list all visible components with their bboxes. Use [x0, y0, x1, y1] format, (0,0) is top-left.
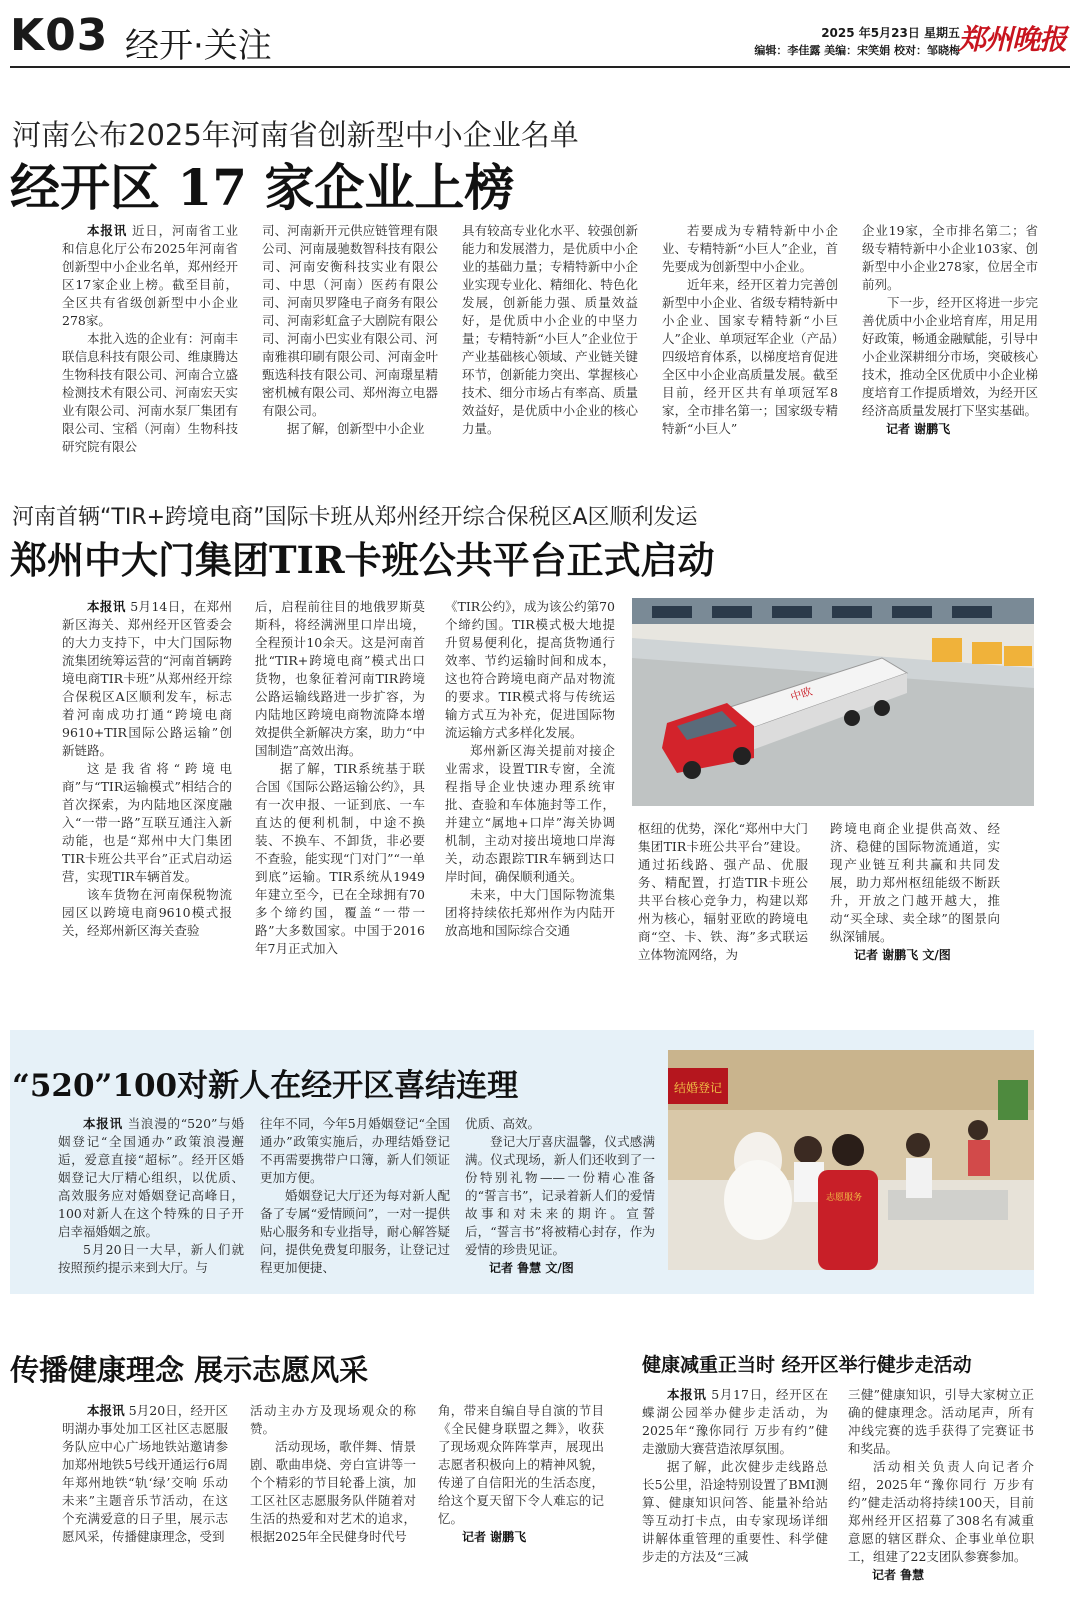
article5-col-2: 三健”健康知识，引导大家树立正确的健康理念。活动尾声，所有冲线完赛的选手获得了完赛证书和奖品。 活动相关负责人向记者介绍，2025年“豫你同行 万步有约”健走活动将持续100天，目前郑州经开区招募了308名有减重意愿的辖区群众、企事业单位职工，组建了22支团队参赛参加。 记者 鲁慧: [848, 1387, 1034, 1582]
article1-byline: 记者 谢鹏飞: [886, 422, 951, 436]
article3-headline: “520”100对新人在经开区喜结连理: [12, 1068, 519, 1104]
article1-headline: 经开区 17 家企业上榜: [10, 158, 515, 217]
dateline: 2025 年5月23日 星期五: [821, 26, 960, 40]
article5-byline: 记者 鲁慧: [872, 1568, 925, 1582]
article2-col-4: 枢纽的优势，深化“郑州中大门集团TIR卡班公共平台”建设。通过拓线路、强产品、优服务、精配置，打造TIR卡班公共平台核心竞争力，构建以郑州为核心，辐射亚欧的跨境电商“空、卡、铁、海”多式联运立体物流网络，为: [638, 821, 808, 962]
article5-col-1: 本报讯 5月17日，经开区在蝶湖公园举办健步走活动，为2025年“豫你同行 万步有约”健走激励大赛营造浓厚氛围。 据了解，此次健步走线路总长5公里，沿途特别设置了BMI测算、健康知识问答、能量补给站等互动打卡点，由专家现场详细讲解体重管理的重要性、科学健步走的方法及“三减: [642, 1387, 828, 1564]
article1-col-5: 企业19家，全市排名第二；省级专精特新中小企业103家、创新型中小企业278家，位居全市前列。 下一步，经开区将进一步完善优质中小企业培育库，用足用好政策，畅通金融赋能，引导中小企业深耕细分市场，突破核心技术，推动全区优质中小企业梯度培育工作提质增效，为经开区经济高质量发展打下坚实基础。 记者 谢鹏飞: [862, 223, 1038, 436]
wedding-photo-illustration: [668, 1050, 1034, 1270]
article3-col-3: 优质、高效。 登记大厅喜庆温馨，仪式感满满。仪式现场，新人们还收到了一份特别礼物——一份精心准备的“誓言书”，记录着新人们的爱情故事和对未来的期许。宣誓后，“誓言书”将被精心封存，作为爱情的珍贵见证。 记者 鲁慧 文/图: [465, 1116, 655, 1275]
article2-col-5: 跨境电商企业提供高效、经济、稳健的国际物流通道，实现产业链互利共赢和共同发展，助力郑州枢纽能级不断跃升，开放之门越开越大，推动“买全球、卖全球”的图景向纵深铺展。 记者 谢鹏飞 文/图: [830, 821, 1000, 962]
article1-kicker: 河南公布2025年河南省创新型中小企业名单: [12, 118, 579, 152]
article3-col-1: 本报讯 当浪漫的“520”与婚姻登记“全国通办”政策浪漫邂逅，爱意直接“超标”。经开区婚姻登记大厅精心组织，以优质、高效服务应对婚姻登记高峰日，100对新人在这个特殊的日子开启幸福婚姻之旅。 5月20日一大早，新人们就按照预约提示来到大厅。与: [58, 1116, 244, 1275]
article3-byline: 记者 鲁慧 文/图: [489, 1261, 574, 1275]
article1-col-3: 具有较高专业化水平、较强创新能力和发展潜力，是优质中小企业的基础力量；专精特新中小企业实现专业化、精细化、特色化发展，创新能力强、质量效益好，是优质中小企业的中坚力量；专精特新“小巨人”企业位于产业基础核心领域、产业链关键环节，创新能力突出、掌握核心技术、细分市场占有率高、质量效益好，是优质中小企业的核心力量。: [462, 223, 638, 436]
article3-col-2: 往年不同，今年5月婚姻登记“全国通办”政策实施后，办理结婚登记不再需要携带户口簿，新人们领证更加方便。 婚姻登记大厅还为每对新人配备了专属“爱情顾问”，一对一提供贴心服务和专业指导，耐心解答疑问，提供免费复印服务，让登记过程更加便捷、: [260, 1116, 450, 1275]
wedding-photo: [668, 1050, 1034, 1270]
article2-col-1: 本报讯 5月14日，在郑州新区海关、郑州经开区管委会的大力支持下，中大门国际物流集团统筹运营的“河南首辆跨境电商TIR卡班”从郑州经开综合保税区A区顺利发车，标志着河南成功打通“跨境电商9610+TIR国际公路运输”创新链路。 这是我省将“跨境电商”与“TIR运输模式”相结合的首次探索，为内陆地区深度融入“一带一路”互联互通注入新动能，也是“郑州中大门集团TIR卡班公共平台”正式启动运营，实现TIR车辆首发。 该车货物在河南保税物流园区以跨境电商9610模式报关，经郑州新区海关查验: [62, 599, 232, 938]
article4-col-2: 活动主办方及现场观众的称赞。 活动现场，歌伴舞、情景剧、歌曲串烧、旁白宣讲等一个个精彩的节目轮番上演，加工区社区志愿服务队伴随着对生活的热爱和对艺术的追求，根据2025年全民健身时代号: [250, 1403, 416, 1544]
article2-kicker: 河南首辆“TIR+跨境电商”国际卡班从郑州经开综合保税区A区顺利发运: [12, 505, 698, 530]
article3-box: [10, 1030, 1034, 1294]
truck-photo-illustration: [632, 598, 1034, 806]
article4-headline: 传播健康理念 展示志愿风采: [10, 1353, 369, 1387]
article2-col-2: 后，启程前往目的地俄罗斯莫斯科，将经满洲里口岸出境，全程预计10余天。这是河南首批“TIR+跨境电商”模式出口货物，也象征着河南TIR跨境公路运输线路进一步扩容，为内陆地区跨境电商物流降本增效提供全新解决方案，助力“中国制造”高效出海。 据了解，TIR系统基于联合国《国际公路运输公约》，具有一次申报、一证到底、一车直达的便利机制，中途不换装、不换车、不卸货，非必要不查验，能实现“门对门”“一单到底”运输。TIR系统从1949年建立至今，已在全球拥有70多个缔约国，覆盖“一带一路”大多数国家。中国于2016年7月正式加入: [255, 599, 425, 956]
vest-text: 志愿服务: [826, 1193, 863, 1203]
article2-headline: 郑州中大门集团TIR卡班公共平台正式启动: [10, 538, 715, 582]
lead-tag: 本报讯: [87, 223, 128, 238]
banner-text: 结婚登记: [674, 1081, 723, 1095]
article2-byline: 记者 谢鹏飞 文/图: [854, 948, 951, 962]
article4-col-3: 角，带来自编自导自演的节目《全民健身联盟之舞》，收获了现场观众阵阵掌声，展现出志愿者积极向上的精神风貌，传递了自信阳光的生活态度，给这个夏天留下令人难忘的记忆。 记者 谢鹏飞: [438, 1403, 604, 1544]
article5-headline: 健康减重正当时 经开区举行健步走活动: [642, 1354, 972, 1376]
newspaper-logo: 郑州晚报: [957, 23, 1066, 56]
masthead: [10, 8, 1070, 68]
article1-col-4: 若要成为专精特新中小企业、专精特新“小巨人”企业，首先要成为创新型中小企业。 近年来，经开区着力完善创新型中小企业、省级专精特新中小企业、国家专精特新“小巨人”企业、单项冠军企业（产品）四级培育体系，以梯度培育促进全区中小企业高质量发展。截至目前，经开区共有单项冠军8家，全市排名第一；国家级专精特新“小巨人”: [662, 223, 838, 436]
section-title: 经开·关注: [125, 26, 272, 66]
truck-trailer-text: 中欧: [788, 684, 814, 704]
article1-col-2: 司、河南新开元供应链管理有限公司、河南晟驰数智科技有限公司、河南安衡科技实业有限公司、中思（河南）医药有限公司、河南贝罗隆电子商务有限公司、河南彩虹盒子大剧院有限公司、河南小巴实业有限公司、河南雅祺印刷有限公司、河南金叶甄选科技有限公司、河南璟星精密机械有限公司、郑州海立电器有限公司。 据了解，创新型中小企业: [262, 223, 438, 436]
article1-col-1: 本报讯 近日，河南省工业和信息化厅公布2025年河南省创新型中小企业名单，郑州经开区17家企业上榜。截至目前，全区共有省级创新型中小企业278家。 本批入选的企业有：河南丰联信息科技有限公司、维康腾达生物科技有限公司、河南合立盛检测技术有限公司、河南宏天实业有限公司、河南水泵厂集团有限公司、宝稻（河南）生物科技研究院有限公: [62, 223, 238, 454]
article4-col-1: 本报讯 5月20日，经开区明湖办事处加工区社区志愿服务队应中心广场地铁站邀请参加郑州地铁5号线开通运行6周年郑州地铁“轨‘绿’交响 乐动未来”主题音乐节活动，在这个充满爱意的日子里，展示志愿风采，传播健康理念，受到: [62, 1403, 229, 1544]
page-code: K03: [10, 10, 109, 61]
article2-col-3: 《TIR公约》，成为该公约第70个缔约国。TIR模式极大地提升贸易便利化，提高货物通行效率、节约运输时间和成本，这也符合跨境电商产品对物流的要求。TIR模式将与传统运输方式互为补充，促进国际物流运输方式多样化发展。 郑州新区海关提前对接企业需求，设置TIR专窗，全流程指导企业快速办理系统审批、查验和车体施封等工作，并建立“属地+口岸”海关协调机制，主动对接出境地口岸海关，动态跟踪TIR车辆到达口岸时间，确保顺利通关。 未来，中大门国际物流集团将持续依托郑州作为内陆开放高地和国际综合交通: [445, 599, 615, 938]
editor-credits: 编辑：李佳露 美编：宋笑娟 校对：邹晓梅: [754, 44, 960, 57]
article4-byline: 记者 谢鹏飞: [462, 1530, 527, 1544]
truck-photo: [632, 598, 1034, 806]
